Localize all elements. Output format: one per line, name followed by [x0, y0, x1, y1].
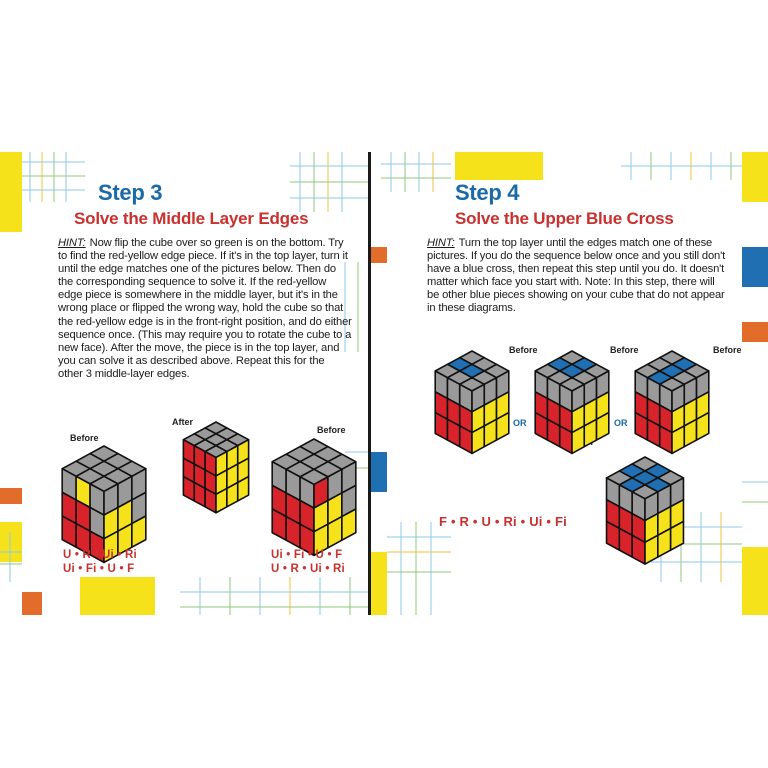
- move-sequence: Ui • Fi • U • F: [271, 549, 343, 561]
- or-label: OR: [513, 418, 527, 428]
- book-spread: [0, 152, 768, 615]
- cube-diagram: [526, 349, 618, 437]
- hint-label: HINT:: [427, 237, 455, 249]
- before-label: Before: [70, 433, 99, 443]
- step-title: Step 3: [98, 180, 163, 205]
- after-label: After: [172, 417, 194, 427]
- before-label: Before: [610, 345, 639, 355]
- hint-label: HINT:: [58, 237, 86, 249]
- right-page: [371, 152, 768, 615]
- before-label: Before: [317, 425, 346, 435]
- left-page: [0, 152, 369, 615]
- cube-diagram: [626, 349, 718, 437]
- move-sequence: F • R • U • Ri • Ui • Fi: [439, 514, 567, 529]
- or-label: OR: [614, 418, 628, 428]
- step-body: [427, 237, 727, 316]
- step-subtitle: Solve the Middle Layer Edges: [74, 209, 309, 228]
- cube-diagram: [426, 349, 518, 437]
- cube-diagram: [599, 455, 691, 550]
- before-label: Before: [713, 345, 742, 355]
- cube-diagram: [264, 437, 364, 537]
- cube-diagram: [175, 420, 257, 498]
- step-body-text: Now flip the cube over so green is on the bottom. Try to find the red-yellow edge piece. If it's in the top layer, turn it until the edge matches one of the pictures below. Then do the corresponding sequence to solve it. If the red-yellow edge piece is somewhere in the middle layer, but it's in the wrong place or flipped the wrong way, hold the cube so that the red-yellow edge is in the front-right position, and do either sequence once. (This may require you to rotate the cube to a new face). After the move, the piece is in the top layer, and you can solve it as described above. Repeat this for the other 3 middle-layer edges.: [58, 237, 352, 380]
- step-title: Step 4: [455, 180, 520, 205]
- step-body-text: Turn the top layer until the edges match one of these pictures. If you do the sequence below once and you still don't have a blue cross, then repeat this step until you do. It doesn't matter which face you start with. Note: In this step, there will be other blue pieces showing on your cube that do not appear in these diagrams.: [427, 237, 726, 315]
- move-sequence: Ui • Fi • U • F: [63, 563, 135, 575]
- step-subtitle: Solve the Upper Blue Cross: [455, 209, 674, 228]
- move-sequence: U • R • Ui • Ri: [271, 563, 345, 575]
- cube-diagram: [48, 444, 160, 544]
- move-sequence: U • R • Ui • Ri: [63, 549, 137, 561]
- step-body: [58, 237, 352, 381]
- before-label: Before: [509, 345, 538, 355]
